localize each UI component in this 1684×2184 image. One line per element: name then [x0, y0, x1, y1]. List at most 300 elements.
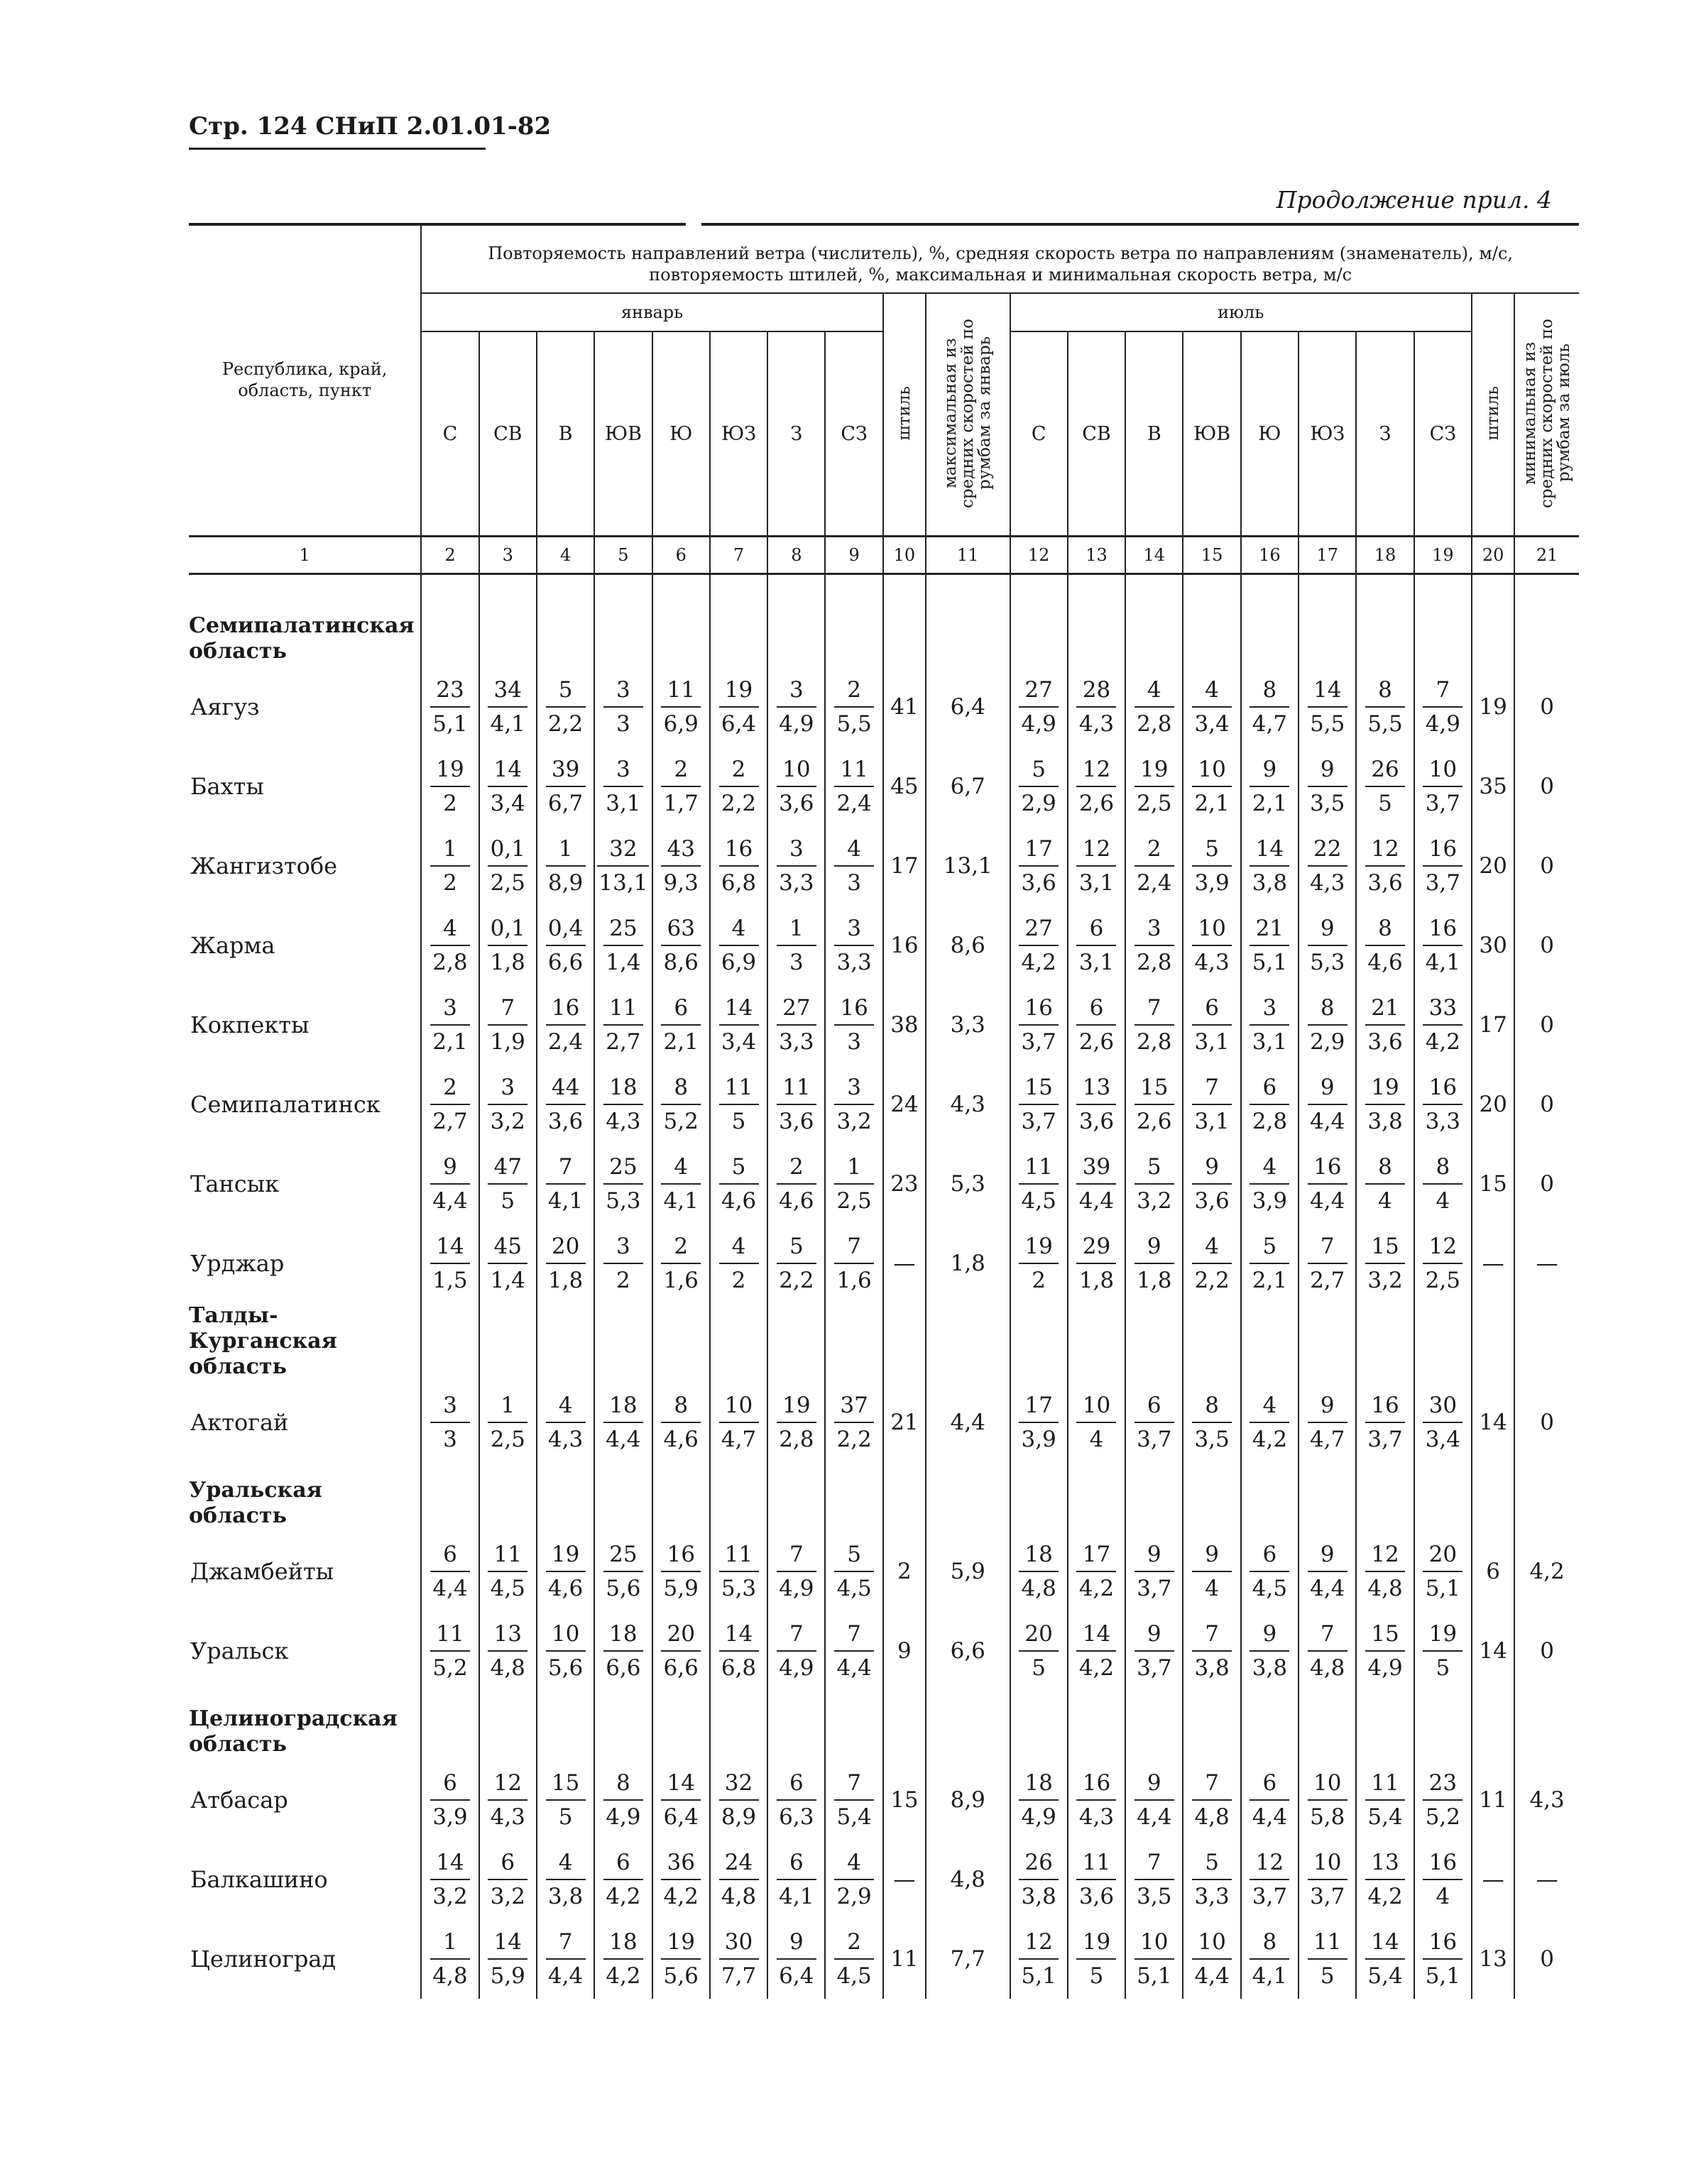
fraction	[1365, 1541, 1405, 1602]
fraction	[488, 835, 527, 896]
january-cell	[652, 826, 710, 906]
station-row	[189, 747, 1579, 826]
fraction	[1076, 1153, 1116, 1214]
speed-value: 4,3	[1308, 865, 1347, 896]
speed-value: 4	[1192, 1571, 1232, 1602]
frequency-value: 33	[1428, 995, 1458, 1021]
frequency-value: 7	[789, 1621, 804, 1647]
column-number: 2	[421, 537, 479, 574]
july-cell	[1241, 1224, 1298, 1303]
min-speed-value: —	[1536, 1867, 1558, 1892]
january-cell	[479, 747, 537, 826]
frequency-value: 5	[1147, 1154, 1161, 1180]
speed-value: 2,8	[777, 1422, 816, 1453]
january-calm-cell	[883, 1224, 926, 1303]
fraction	[1134, 676, 1174, 737]
fraction	[1308, 1392, 1347, 1453]
fraction	[546, 1153, 586, 1214]
fraction	[603, 915, 643, 976]
min-speed-value: 0	[1540, 853, 1554, 879]
fraction	[719, 676, 759, 737]
july-cell	[1414, 1840, 1472, 1919]
january-cell	[652, 1611, 710, 1691]
frequency-value: 16	[1024, 995, 1053, 1021]
frequency-value: 15	[1371, 1234, 1399, 1259]
station-name: Целиноград	[190, 1946, 337, 1972]
july-cell	[1414, 1532, 1472, 1611]
speed-value: 5	[1308, 1958, 1347, 1990]
july-cell	[1068, 1144, 1125, 1224]
july-cell	[1356, 1144, 1414, 1224]
fraction	[546, 1620, 586, 1681]
frequency-value: 16	[1313, 1154, 1342, 1180]
fraction	[1250, 1849, 1289, 1910]
fraction	[834, 1849, 874, 1910]
frequency-value: 5	[1262, 1234, 1277, 1259]
frequency-value: 4	[1147, 677, 1161, 703]
fraction	[1076, 756, 1116, 817]
january-cell	[710, 906, 767, 985]
frequency-value: 17	[1024, 1393, 1053, 1418]
fraction	[430, 1769, 470, 1831]
frequency-value: 8	[616, 1770, 630, 1796]
speed-value: 4,8	[430, 1958, 470, 1990]
frequency-value: 11	[436, 1621, 464, 1647]
january-cell	[421, 1144, 479, 1224]
fraction	[603, 1233, 643, 1294]
frequency-value: 7	[847, 1621, 861, 1647]
july-cell	[1010, 1383, 1068, 1462]
frequency-value: 6	[1089, 995, 1104, 1021]
speed-value: 3,6	[1365, 1024, 1405, 1055]
fraction	[1019, 915, 1059, 976]
fraction	[546, 1233, 586, 1294]
july-cell	[1010, 1065, 1068, 1144]
frequency-value: 26	[1024, 1850, 1053, 1875]
fraction	[1365, 1620, 1405, 1681]
january-max-cell	[926, 1383, 1010, 1462]
fraction	[1423, 1074, 1462, 1135]
january-cell	[825, 985, 882, 1065]
january-cell	[421, 1224, 479, 1303]
fraction	[603, 1392, 643, 1453]
fraction	[430, 1849, 470, 1910]
fraction	[430, 756, 470, 817]
frequency-value: 3	[443, 1393, 457, 1418]
january-cell	[767, 667, 825, 747]
frequency-value: 6	[1262, 1075, 1277, 1100]
table-body	[189, 574, 1579, 1999]
frequency-value: 16	[1428, 836, 1458, 862]
calm-value: 20	[1479, 1092, 1507, 1117]
header-rule	[189, 148, 486, 150]
fraction	[1365, 915, 1405, 976]
fraction	[834, 1620, 874, 1681]
frequency-value: 4	[731, 1234, 746, 1259]
july-cell	[1183, 826, 1240, 906]
speed-value: 13,1	[597, 865, 649, 896]
july-cell	[1356, 1383, 1414, 1462]
july-cell	[1241, 1383, 1298, 1462]
frequency-value: 16	[1428, 1929, 1458, 1955]
speed-value: 2,7	[430, 1104, 470, 1135]
january-cell	[652, 1383, 710, 1462]
july-cell	[1010, 826, 1068, 906]
fraction	[1250, 1769, 1289, 1831]
july-cell	[1125, 1144, 1183, 1224]
july-cell	[1125, 667, 1183, 747]
fraction	[834, 756, 874, 817]
speed-value: 5,1	[1019, 1958, 1059, 1990]
january-cell	[825, 667, 882, 747]
frequency-value: 8	[1436, 1154, 1450, 1180]
frequency-value: 12	[493, 1770, 522, 1796]
station-row	[189, 1383, 1579, 1462]
july-cell	[1414, 826, 1472, 906]
july-cell	[1241, 1919, 1298, 1999]
frequency-value: 10	[1198, 1929, 1226, 1955]
station-name: Аягуз	[190, 693, 260, 720]
frequency-value: 18	[609, 1393, 638, 1418]
fraction	[546, 1849, 586, 1910]
january-cell	[594, 1065, 652, 1144]
speed-value: 5,3	[603, 1183, 643, 1214]
july-cell	[1010, 985, 1068, 1065]
station-row	[189, 1532, 1579, 1611]
frequency-value: 6	[1262, 1542, 1277, 1567]
frequency-value: 4	[731, 916, 746, 941]
frequency-value: 21	[1371, 995, 1399, 1021]
speed-value: 4,9	[603, 1799, 643, 1831]
frequency-value: 4	[1205, 677, 1219, 703]
fraction	[488, 1541, 527, 1602]
july-cell	[1183, 1144, 1240, 1224]
january-cell	[652, 1144, 710, 1224]
july-cell	[1298, 985, 1356, 1065]
column-number: 11	[926, 537, 1010, 574]
frequency-value: 26	[1371, 757, 1399, 782]
speed-value: 6,4	[719, 706, 759, 737]
station-name: Семипалатинск	[190, 1091, 381, 1118]
speed-value: 3,1	[1250, 1024, 1289, 1055]
july-calm-cell	[1472, 985, 1514, 1065]
january-max-cell	[926, 1532, 1010, 1611]
july-calm-cell	[1472, 1840, 1514, 1919]
july-direction-header: СВ	[1068, 331, 1125, 537]
frequency-value: 9	[1147, 1234, 1161, 1259]
january-cell	[710, 1144, 767, 1224]
fraction	[1365, 1928, 1405, 1990]
speed-value: 2,2	[1192, 1263, 1232, 1294]
speed-value: 4,4	[430, 1571, 470, 1602]
speed-value: 5,4	[1365, 1799, 1405, 1831]
region-name: Семипалатинская область	[189, 613, 415, 664]
fraction	[1308, 676, 1347, 737]
speed-value: 6,6	[546, 945, 586, 976]
frequency-value: 7	[847, 1234, 861, 1259]
july-cell	[1298, 1383, 1356, 1462]
july-cell	[1183, 1224, 1240, 1303]
speed-value: 9,3	[661, 865, 701, 896]
july-cell	[1125, 1383, 1183, 1462]
speed-value: 3,1	[1076, 865, 1116, 896]
january-max-cell	[926, 667, 1010, 747]
speed-value: 3,7	[1423, 865, 1462, 896]
calm-value: 41	[890, 694, 919, 720]
max-speed-value: 4,8	[950, 1867, 985, 1892]
speed-value: 6,6	[661, 1650, 701, 1681]
fraction	[1365, 994, 1405, 1055]
fraction	[1423, 994, 1462, 1055]
frequency-value: 10	[1140, 1929, 1169, 1955]
fraction	[1365, 1074, 1405, 1135]
frequency-value: 5	[847, 1542, 861, 1567]
fraction	[719, 1233, 759, 1294]
january-cell	[710, 1224, 767, 1303]
fraction	[1192, 1153, 1232, 1214]
fraction	[1076, 1849, 1116, 1910]
speed-value: 2	[430, 865, 470, 896]
january-max-cell	[926, 1840, 1010, 1919]
july-cell	[1298, 1840, 1356, 1919]
speed-value: 2,7	[603, 1024, 643, 1055]
frequency-value: 14	[1313, 677, 1342, 703]
speed-value: 4	[1423, 1879, 1462, 1910]
january-calm-cell	[883, 1532, 926, 1611]
january-cell	[652, 1532, 710, 1611]
fraction	[1134, 1541, 1174, 1602]
frequency-value: 12	[1371, 1542, 1399, 1567]
january-cell	[537, 747, 594, 826]
fraction	[661, 756, 701, 817]
speed-value: 2,4	[834, 786, 874, 817]
frequency-value: 9	[1147, 1770, 1161, 1796]
frequency-value: 14	[1082, 1621, 1111, 1647]
fraction	[1192, 915, 1232, 976]
frequency-value: 1	[789, 916, 804, 941]
january-cell	[479, 1383, 537, 1462]
column-number: 13	[1068, 537, 1125, 574]
frequency-value: 5	[1205, 1850, 1219, 1875]
july-min-cell	[1514, 1144, 1579, 1224]
fraction	[1019, 994, 1059, 1055]
july-cell	[1010, 1532, 1068, 1611]
january-calm-cell	[883, 1919, 926, 1999]
july-cell	[1125, 1532, 1183, 1611]
frequency-value: 3	[1262, 995, 1277, 1021]
frequency-value: 6	[443, 1542, 457, 1567]
january-max-cell	[926, 1611, 1010, 1691]
speed-value: 4,4	[603, 1422, 643, 1453]
january-cell	[537, 1144, 594, 1224]
july-cell	[1125, 1065, 1183, 1144]
speed-value: 2,5	[1423, 1263, 1462, 1294]
calm-value: 23	[890, 1171, 919, 1197]
speed-value: 3	[834, 1024, 874, 1055]
january-cell	[537, 1840, 594, 1919]
speed-value: 1,8	[488, 945, 527, 976]
january-calm-cell	[883, 1383, 926, 1462]
january-calm-cell	[883, 985, 926, 1065]
fraction	[1308, 1074, 1347, 1135]
speed-value: 3,8	[1250, 1650, 1289, 1681]
january-max-cell	[926, 1760, 1010, 1840]
frequency-value: 9	[1205, 1542, 1219, 1567]
continuation-label: Продолжение прил. 4	[1276, 186, 1552, 214]
speed-value: 5,2	[661, 1104, 701, 1135]
station-row	[189, 826, 1579, 906]
fraction	[1019, 1620, 1059, 1681]
frequency-value: 45	[493, 1234, 522, 1259]
july-cell	[1241, 1532, 1298, 1611]
speed-value: 3,7	[1250, 1879, 1289, 1910]
frequency-value: 2	[731, 757, 746, 782]
frequency-value: 47	[493, 1154, 522, 1180]
frequency-value: 19	[1140, 757, 1169, 782]
january-cell	[652, 1919, 710, 1999]
fraction	[661, 1769, 701, 1831]
july-cell	[1414, 1224, 1472, 1303]
fraction	[1308, 1849, 1347, 1910]
january-cell	[479, 1611, 537, 1691]
fraction	[1019, 1153, 1059, 1214]
fraction	[1423, 676, 1462, 737]
fraction	[546, 915, 586, 976]
frequency-value: 16	[724, 836, 753, 862]
fraction	[777, 915, 816, 976]
frequency-value: 10	[724, 1393, 753, 1418]
speed-value: 2,6	[1076, 786, 1116, 817]
january-cell	[421, 1760, 479, 1840]
january-max-cell	[926, 1224, 1010, 1303]
min-speed-value: 0	[1540, 1410, 1554, 1435]
fraction	[597, 835, 649, 896]
fraction	[1192, 835, 1232, 896]
fraction	[661, 1392, 701, 1453]
station-row	[189, 1144, 1579, 1224]
january-cell	[537, 667, 594, 747]
fraction	[1423, 835, 1462, 896]
fraction	[546, 1541, 586, 1602]
fraction	[777, 676, 816, 737]
fraction	[603, 756, 643, 817]
july-min-cell	[1514, 1760, 1579, 1840]
fraction	[1423, 756, 1462, 817]
january-cell	[479, 1919, 537, 1999]
january-cell	[479, 1144, 537, 1224]
july-cell	[1183, 747, 1240, 826]
speed-value: 2,2	[719, 786, 759, 817]
calm-value: 17	[890, 853, 919, 879]
frequency-value: 3	[847, 1075, 861, 1100]
frequency-value: 29	[1082, 1234, 1111, 1259]
january-cell	[825, 1840, 882, 1919]
speed-value: 4,6	[1365, 945, 1405, 976]
frequency-value: 16	[1428, 1075, 1458, 1100]
july-cell	[1125, 1840, 1183, 1919]
speed-value: 6,8	[719, 1650, 759, 1681]
speed-value: 5	[1423, 1650, 1462, 1681]
fraction	[488, 1769, 527, 1831]
frequency-value: 4	[1262, 1393, 1277, 1418]
row-header-cell	[189, 224, 421, 537]
july-cell	[1356, 1840, 1414, 1919]
frequency-value: 27	[782, 995, 811, 1021]
frequency-value: 39	[1082, 1154, 1111, 1180]
january-cell	[710, 1840, 767, 1919]
january-direction-header: ЮЗ	[710, 331, 767, 537]
july-cell	[1010, 1840, 1068, 1919]
january-calm-cell	[883, 1144, 926, 1224]
speed-value: 3,5	[1134, 1879, 1174, 1910]
speed-value: 5,9	[661, 1571, 701, 1602]
speed-value: 3,2	[430, 1879, 470, 1910]
july-cell	[1356, 667, 1414, 747]
july-cell	[1356, 1532, 1414, 1611]
frequency-value: 11	[1024, 1154, 1053, 1180]
frequency-value: 4	[558, 1850, 573, 1875]
speed-value: 3,8	[1365, 1104, 1405, 1135]
calm-value: —	[893, 1867, 916, 1892]
frequency-value: 4	[1262, 1154, 1277, 1180]
speed-value: 4,4	[1308, 1183, 1347, 1214]
fraction	[1019, 1769, 1059, 1831]
speed-value: 4,8	[719, 1879, 759, 1910]
frequency-value: 32	[609, 836, 638, 862]
frequency-value: 8	[1320, 995, 1335, 1021]
july-cell	[1068, 1224, 1125, 1303]
max-speed-value: 1,8	[950, 1251, 985, 1276]
frequency-value: 3	[789, 836, 804, 862]
july-cell	[1183, 1840, 1240, 1919]
speed-value: 3,8	[1250, 865, 1289, 896]
speed-value: 3,4	[488, 786, 527, 817]
fraction	[661, 676, 701, 737]
speed-value: 4,5	[834, 1958, 874, 1990]
speed-value: 4,3	[603, 1104, 643, 1135]
frequency-value: 3	[616, 1234, 630, 1259]
calm-label: штиль	[1484, 385, 1503, 441]
july-cell	[1298, 1919, 1356, 1999]
fraction	[1076, 835, 1116, 896]
january-cell	[537, 906, 594, 985]
july-cell	[1414, 1144, 1472, 1224]
january-cell	[594, 1919, 652, 1999]
fraction	[1308, 1233, 1347, 1294]
speed-value: 2,2	[834, 1422, 874, 1453]
frequency-value: 19	[551, 1542, 580, 1567]
station-name: Жангизтобе	[190, 852, 338, 879]
calm-value: 38	[890, 1012, 919, 1038]
speed-value: 3,9	[1250, 1183, 1289, 1214]
fraction	[1308, 994, 1347, 1055]
january-cell	[767, 1144, 825, 1224]
fraction	[719, 1541, 759, 1602]
frequency-value: 9	[1320, 1542, 1335, 1567]
fraction	[834, 1928, 874, 1990]
frequency-value: 17	[1024, 836, 1053, 862]
july-cell	[1010, 1224, 1068, 1303]
speed-value: 3,3	[777, 865, 816, 896]
calm-value: —	[893, 1251, 916, 1276]
frequency-value: 14	[1255, 836, 1284, 862]
july-cell	[1183, 1532, 1240, 1611]
frequency-value: 14	[436, 1850, 464, 1875]
frequency-value: 13	[493, 1621, 522, 1647]
july-cell	[1356, 1611, 1414, 1691]
speed-value: 4,4	[834, 1650, 874, 1681]
speed-value: 4,9	[1365, 1650, 1405, 1681]
